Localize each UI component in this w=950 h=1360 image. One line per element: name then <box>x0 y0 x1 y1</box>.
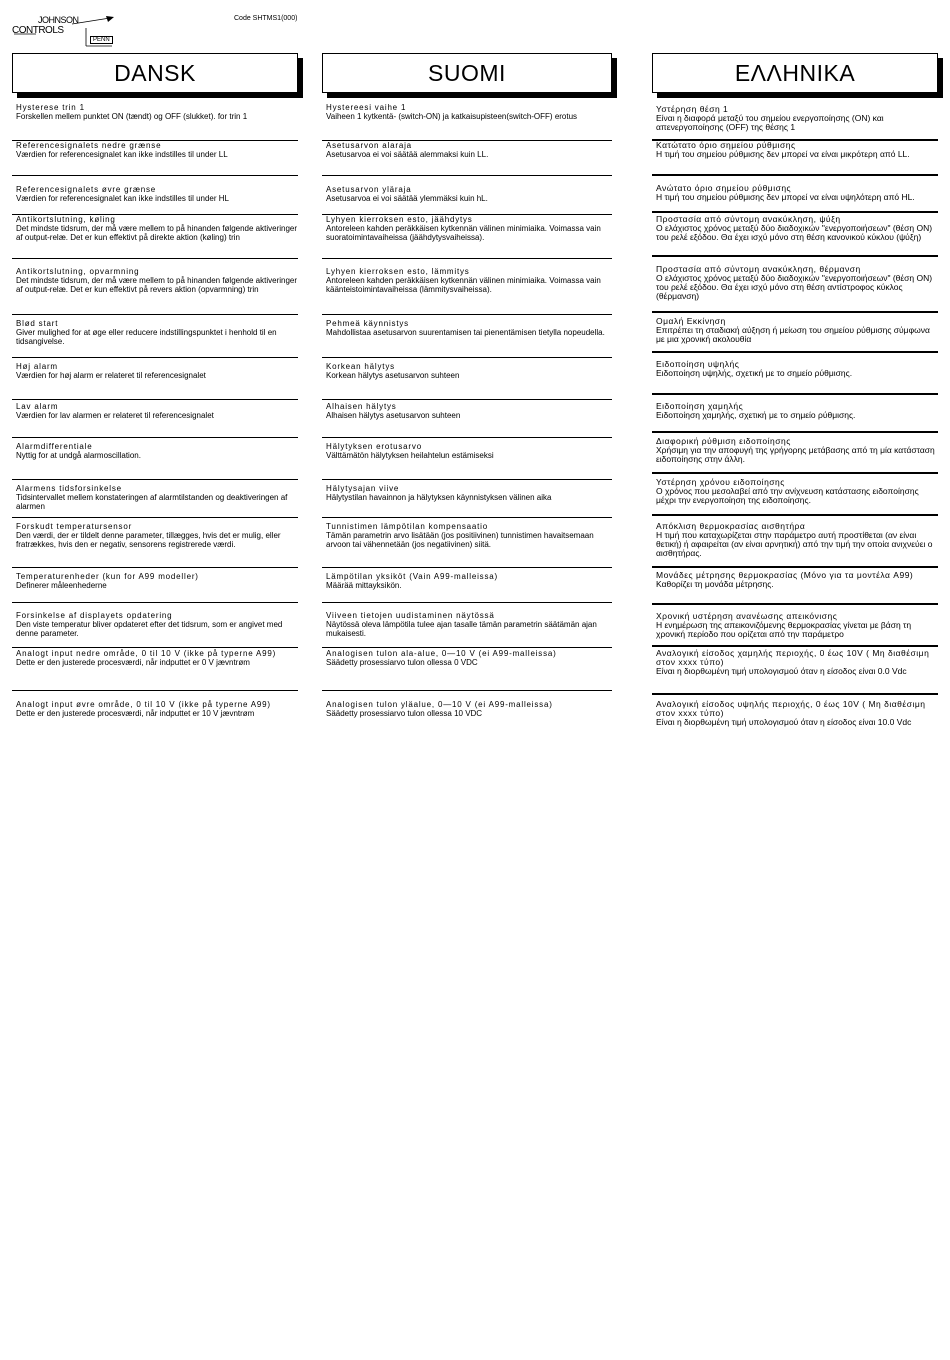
entry-description: Forskellen mellem punktet ON (tændt) og OFF (slukket). for trin 1 <box>16 112 248 121</box>
list-item <box>322 518 612 568</box>
entry-description: Tämän parametrin arvo lisätään (jos positiivinen) tunnistimen havaitsemaan arvoon tai vähennetään (jos negatiivinen) siitä. <box>326 531 594 549</box>
list-item <box>322 141 612 176</box>
list-item <box>652 516 938 568</box>
list-item <box>652 647 938 695</box>
entry-description: Välttämätön hälytyksen heilahtelun estämiseksi <box>326 451 494 460</box>
logo-line-johnson: JOHNSON <box>38 15 79 25</box>
entry-title: Pehmeä käynnistys <box>326 319 409 328</box>
entry-title: Ομαλή Εκκίνηση <box>656 316 726 326</box>
entry-title: Antikortslutning, køling <box>16 215 116 224</box>
entry-description: Η τιμή του σημείου ρύθμισης δεν μπορεί να είναι υψηλότερη από HL. <box>656 192 915 202</box>
list-item <box>12 691 298 731</box>
entry-description: Definerer måleenhederne <box>16 581 107 590</box>
list-item <box>12 400 298 438</box>
list-item <box>652 257 938 313</box>
list-item <box>322 315 612 358</box>
list-item <box>12 103 298 141</box>
entry-description: Den viste temperatur bliver opdateret efter det tidsrum, som er angivet med denne parameter. <box>16 620 283 638</box>
list-item <box>12 315 298 358</box>
entry-title: Hysterese trin 1 <box>16 103 85 112</box>
entry-title: Alhaisen hälytys <box>326 402 397 411</box>
entry-description: Ειδοποίηση υψηλής, σχετική με το σημείο ρύθμισης. <box>656 368 853 378</box>
entry-title: Μονάδες μέτρησης θερμοκρασίας (Μόνο για τα μοντέλα A99) <box>656 570 914 580</box>
entry-description: Είναι η διαφορά μεταξύ του σημείου ενεργοποίησης (ON) και απενεργοποίησης (OFF) της θέσης 1 <box>656 113 884 132</box>
entry-title: Hälytyksen erotusarvo <box>326 442 422 451</box>
entry-title: Προστασία από σύντομη ανακύκληση, ψύξη <box>656 214 841 224</box>
entry-title: Antikortslutning, opvarmning <box>16 267 140 276</box>
entry-description: Asetusarvoa ei voi säätää ylemmäksi kuin hL. <box>326 194 488 203</box>
entry-description: Määrää mittayksikön. <box>326 581 402 590</box>
entry-description: Alhaisen hälytys asetusarvon suhteen <box>326 411 461 420</box>
entry-title: Tunnistimen lämpötilan kompensaatio <box>326 522 488 531</box>
column-dansk <box>12 53 298 718</box>
list-item <box>652 568 938 605</box>
entry-description: Ο ελάχιστος χρόνος μεταξύ δύο διαδοχικών "ενεργοποιήσεων" (θέση ON) του ρελέ εξόδου. Θα έχει ισχύ μόνο στη θέση αντίστροφος κύκλος (θέρμανση) <box>656 273 933 301</box>
list-item <box>322 176 612 215</box>
entry-description: Vaiheen 1 kytkentä- (switch-ON) ja katkaisupisteen(switch-OFF) erotus <box>326 112 578 121</box>
entry-title: Forskudt temperatursensor <box>16 522 133 531</box>
list-item <box>652 353 938 395</box>
column-suomi <box>322 53 612 718</box>
entry-description: Mahdollistaa asetusarvon suurentamisen tai pienentämisen tietylla nopeudella. <box>326 328 605 337</box>
list-item <box>322 568 612 603</box>
list-item <box>12 215 298 259</box>
entry-title: Analogt input nedre område, 0 til 10 V (ikke på typerne A99) <box>16 649 277 658</box>
list-item <box>322 480 612 518</box>
entry-description: Værdien for referencesignalet kan ikke indstilles til under HL <box>16 194 229 203</box>
list-item <box>12 480 298 518</box>
entry-description: Antoreleen kahden peräkkäisen kytkennän välinen minimiaika. Voimassa vain suoratoimintavaiheissa (jäähdytysvaiheissa). <box>326 224 601 242</box>
list-item <box>652 433 938 474</box>
entry-title: Temperaturenheder (kun for A99 modeller) <box>16 572 199 581</box>
entry-description: Säädetty prosessiarvo tulon ollessa 0 VDC <box>326 658 478 667</box>
list-item <box>322 103 612 141</box>
entry-title: Viiveen tietojen uudistaminen näytössä <box>326 611 495 620</box>
column-header: SUOMI <box>322 53 612 93</box>
list-item <box>652 176 938 213</box>
list-item <box>12 518 298 568</box>
entry-description: Det mindste tidsrum, der må være mellem to på hinanden følgende aktiveringer af output-relæ. Det er kun effektivt på direkte aktion (køling) trin <box>16 224 298 242</box>
list-item <box>322 400 612 438</box>
entry-title: Αναλογική είσοδος υψηλής περιοχής, 0 έως 10V ( Μη διαθέσιμη στον xxxx τύπο) <box>656 699 926 718</box>
entry-description: Dette er den justerede procesværdi, når indputtet er 10 V jævntrøm <box>16 709 255 718</box>
entry-title: Analogt input øvre område, 0 til 10 V (ikke på typerne A99) <box>16 700 271 709</box>
list-item <box>652 141 938 176</box>
list-item <box>652 605 938 647</box>
column-header: ΕΛΛΗΝΙΚΑ <box>652 53 938 93</box>
entry-title: Analogisen tulon ala-alue, 0—10 V (ei A99-malleissa) <box>326 649 557 658</box>
list-item <box>12 259 298 315</box>
entry-title: Referencesignalets nedre grænse <box>16 141 162 150</box>
logo-badge-penn: PENN <box>90 36 113 44</box>
entry-title: Υστέρηση χρόνου ειδοποίησης <box>656 477 785 487</box>
list-item <box>12 176 298 215</box>
entry-description: Επιτρέπει τη σταδιακή αύξηση ή μείωση του σημείου ρύθμισης σύμφωνα με μια χρονική ακολουθία <box>656 325 930 344</box>
entry-title: Ειδοποίηση χαμηλής <box>656 401 744 411</box>
entry-title: Lyhyen kierroksen esto, jäähdytys <box>326 215 473 224</box>
entry-title: Lämpötilan yksiköt (Vain A99-malleissa) <box>326 572 499 581</box>
entry-title: Χρονική υστέρηση ανανέωσης απεικόνισης <box>656 611 838 621</box>
list-item <box>12 358 298 400</box>
entry-title: Lav alarm <box>16 402 59 411</box>
entry-title: Hystereesi vaihe 1 <box>326 103 407 112</box>
entry-title: Forsinkelse af displayets opdatering <box>16 611 173 620</box>
entry-title: Analogisen tulon yläalue, 0—10 V (ei A99-malleissa) <box>326 700 553 709</box>
list-item <box>652 313 938 353</box>
document-code: Code SHTMS1(000) <box>234 15 298 22</box>
entry-description: Det mindste tidsrum, der må være mellem to på hinanden følgende aktiveringer af output-relæ. Det er kun effektivt på revers aktion (opvarmning) trin <box>16 276 298 294</box>
entry-description: Καθορίζει τη μονάδα μέτρησης. <box>656 579 774 589</box>
entry-title: Αναλογική είσοδος χαμηλής περιοχής, 0 έως 10V ( Μη διαθέσιμη στον xxxx τύπο) <box>656 648 930 667</box>
list-item <box>322 603 612 648</box>
entry-title: Asetusarvon alaraja <box>326 141 412 150</box>
entry-title: Διαφορική ρύθμιση ειδοποίησης <box>656 436 791 446</box>
entry-description: Η τιμή του σημείου ρύθμισης δεν μπορεί να είναι μικρότερη από LL. <box>656 149 910 159</box>
entry-description: Den værdi, der er tildelt denne parameter, tillægges, hvis det er mulig, eller fratrækkes, hvis den er negativ, sensorens registrerede værdi. <box>16 531 281 549</box>
entry-description: Giver mulighed for at øge eller reducere indstillingspunktet i henhold til en tidsangivelse. <box>16 328 277 346</box>
entry-description: Hälytystilan havainnon ja hälytyksen käynnistyksen välinen aika <box>326 493 552 502</box>
entry-description: Ο χρόνος που μεσολαβεί από την ανίχνευση κατάστασης ειδοποίησης μέχρι την ενεργοποίηση της ειδοποίησης. <box>656 486 919 505</box>
johnson-controls-logo <box>12 12 120 48</box>
column-ellinika <box>652 53 938 727</box>
entry-description: Είναι η διορθωμένη τιμή υπολογισμού όταν η είσοδος είναι 10.0 Vdc <box>656 717 912 727</box>
entry-description: Η τιμή που καταχωρίζεται στην παράμετρο αυτή προστίθεται (αν είναι θετική) ή αφαιρείται (αν είναι αρνητική) από την τιμή την οποία ανιχνεύει ο αισθητήρας. <box>656 530 933 558</box>
list-item <box>652 474 938 516</box>
list-item <box>322 691 612 731</box>
list-item <box>12 438 298 480</box>
list-item <box>652 395 938 433</box>
entry-description: Asetusarvoa ei voi säätää alemmaksi kuin LL. <box>326 150 489 159</box>
entry-description: Værdien for referencesignalet kan ikke indstilles til under LL <box>16 150 228 159</box>
list-item <box>12 648 298 691</box>
entry-title: Korkean hälytys <box>326 362 395 371</box>
list-item <box>322 438 612 480</box>
entry-description: Näytössä oleva lämpötila tulee ajan tasalle tämän parametrin säätämän ajan mukaisesti. <box>326 620 597 638</box>
list-item <box>12 603 298 648</box>
entry-description: Säädetty prosessiarvo tulon ollessa 10 VDC <box>326 709 483 718</box>
entry-description: Χρήσιμη για την αποφυγή της γρήγορης μετάβασης από τη μία κατάσταση ειδοποίησης στην άλλη. <box>656 445 935 464</box>
entry-description: Værdien for lav alarmen er relateret til referencesignalet <box>16 411 214 420</box>
list-item <box>322 215 612 259</box>
entry-description: Tidsintervallet mellem konstateringen af alarmtilstanden og deaktiveringen af alarmen <box>16 493 288 511</box>
entry-title: Asetusarvon yläraja <box>326 185 412 194</box>
entry-title: Ανώτατο όριο σημείου ρύθμισης <box>656 183 792 193</box>
list-item <box>322 648 612 691</box>
list-item <box>652 213 938 257</box>
entry-title: Høj alarm <box>16 362 58 371</box>
entry-description: Dette er den justerede procesværdi, når indputtet er 0 V jævntrøm <box>16 658 250 667</box>
entry-description: Korkean hälytys asetusarvon suhteen <box>326 371 460 380</box>
entry-title: Hälytysajan viive <box>326 484 400 493</box>
logo-line-controls: CONTROLS <box>12 25 64 36</box>
entry-description: Η ενημέρωση της απεικονιζόμενης θερμοκρασίας γίνεται με βάση τη χρονική περίοδο που ορίζεται από την παράμετρο <box>656 620 912 639</box>
entry-description: Antoreleen kahden peräkkäisen kytkennän välinen minimiaika. Voimassa vain kääntеistoimintavaiheissa (lämmitysvaiheissa). <box>326 276 601 294</box>
entry-description: Nyttig for at undgå alarmoscillation. <box>16 451 141 460</box>
list-item <box>322 358 612 400</box>
entry-title: Alarmdifferentiale <box>16 442 93 451</box>
entry-title: Blød start <box>16 319 59 328</box>
entry-description: Værdien for høj alarm er relateret til referencesignalet <box>16 371 206 380</box>
entry-title: Lyhyen kierroksen esto, lämmitys <box>326 267 470 276</box>
entry-title: Προστασία από σύντομη ανακύκληση, θέρμανση <box>656 264 861 274</box>
entry-title: Υστέρηση θέση 1 <box>656 104 729 114</box>
column-header: DANSK <box>12 53 298 93</box>
entry-title: Alarmens tidsforsinkelse <box>16 484 122 493</box>
entry-description: Ειδοποίηση χαμηλής, σχετική με το σημείο ρύθμισης. <box>656 410 856 420</box>
list-item <box>12 141 298 176</box>
list-item <box>322 259 612 315</box>
entry-title: Απόκλιση θερμοκρασίας αισθητήρα <box>656 521 806 531</box>
list-item <box>652 103 938 141</box>
entry-title: Κατώτατο όριο σημείου ρύθμισης <box>656 140 796 150</box>
entry-description: Ο ελάχιστος χρόνος μεταξύ δύο διαδοχικών "ενεργοποιήσεων" (θέση ON) του ρελέ εξόδου. Θα έχει ισχύ μόνο στη θέση κανονικού κύκλου (ψύξη) <box>656 223 933 242</box>
entry-description: Είναι η διορθωμένη τιμή υπολογισμού όταν η είσοδος είναι 0.0 Vdc <box>656 666 907 676</box>
entry-title: Referencesignalets øvre grænse <box>16 185 157 194</box>
list-item <box>652 695 938 741</box>
entry-title: Ειδοποίηση υψηλής <box>656 359 740 369</box>
list-item <box>12 568 298 603</box>
